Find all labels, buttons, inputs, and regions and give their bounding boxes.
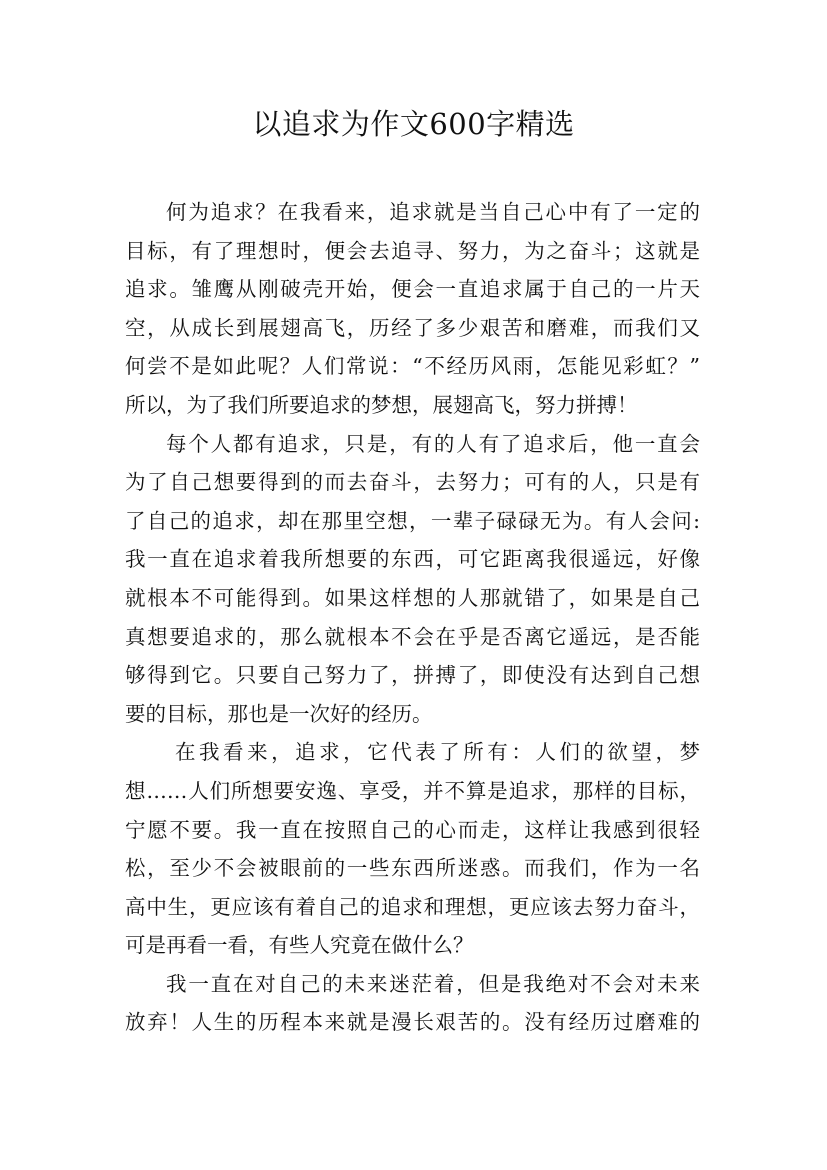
paragraph-1-line-3: 追求。雏鹰从刚破壳开始，便会一直追求属于自己的一片天: [125, 277, 700, 302]
paragraph-2-line-1: 每个人都有追求，只是，有的人有了追求后，他一直会: [166, 431, 700, 456]
paragraph-2-line-4: 我一直在追求着我所想要的东西，可它距离我很遥远，好像: [125, 547, 700, 572]
paragraph-4-line-2: 放弃！人生的历程本来就是漫长艰苦的。没有经历过磨难的: [125, 1010, 700, 1035]
paragraph-2-line-8: 要的目标，那也是一次好的经历。: [125, 701, 433, 726]
document-title: 以追求为作文600字精选: [252, 107, 575, 141]
paragraph-2-line-6: 真想要追求的，那么就根本不会在乎是否离它遥远，是否能: [125, 624, 700, 649]
paragraph-1-line-4: 空，从成长到展翅高飞，历经了多少艰苦和磨难，而我们又: [125, 315, 700, 340]
document-body: [125, 193, 700, 1042]
paragraph-1-line-6: 所以，为了我们所要追求的梦想，展翅高飞，努力拼搏！: [125, 392, 638, 417]
paragraph-1-line-1: 何为追求？在我看来，追求就是当自己心中有了一定的: [166, 200, 700, 224]
paragraph-3-line-6: 可是再看一看，有些人究竟在做什么？: [125, 933, 474, 958]
paragraph-2-line-7: 够得到它。只要自己努力了，拼搏了，即使没有达到自己想: [125, 663, 700, 688]
paragraph-1-line-2: 目标，有了理想时，便会去追寻、努力，为之奋斗；这就是: [125, 238, 700, 263]
paragraph-2-line-3: 了自己的追求，却在那里空想，一辈子碌碌无为。有人会问:: [125, 508, 700, 533]
paragraph-3-line-5: 高中生，更应该有着自己的追求和理想，更应该去努力奋斗，: [125, 894, 700, 919]
paragraph-3-line-1: 在我看来，追求，它代表了所有：人们的欲望，梦: [175, 740, 700, 765]
paragraph-3-line-4: 松，至少不会被眼前的一些东西所迷惑。而我们，作为一名: [125, 856, 700, 881]
paragraph-4-line-1: 我一直在对自己的未来迷茫着，但是我绝对不会对未来: [166, 971, 700, 996]
paragraph-3-line-2: 想……人们所想要安逸、享受，并不算是追求，那样的目标，: [125, 778, 700, 803]
paragraph-3-line-3: 宁愿不要。我一直在按照自己的心而走，这样让我感到很轻: [125, 817, 700, 842]
paragraph-2-line-5: 就根本不可能得到。如果这样想的人那就错了，如果是自己: [125, 585, 700, 610]
paragraph-1-line-5: 何尝不是如此呢？人们常说：“不经历风雨，怎能见彩虹？”: [125, 354, 700, 379]
paragraph-2-line-2: 为了自己想要得到的而去奋斗，去努力；可有的人，只是有: [125, 470, 700, 495]
